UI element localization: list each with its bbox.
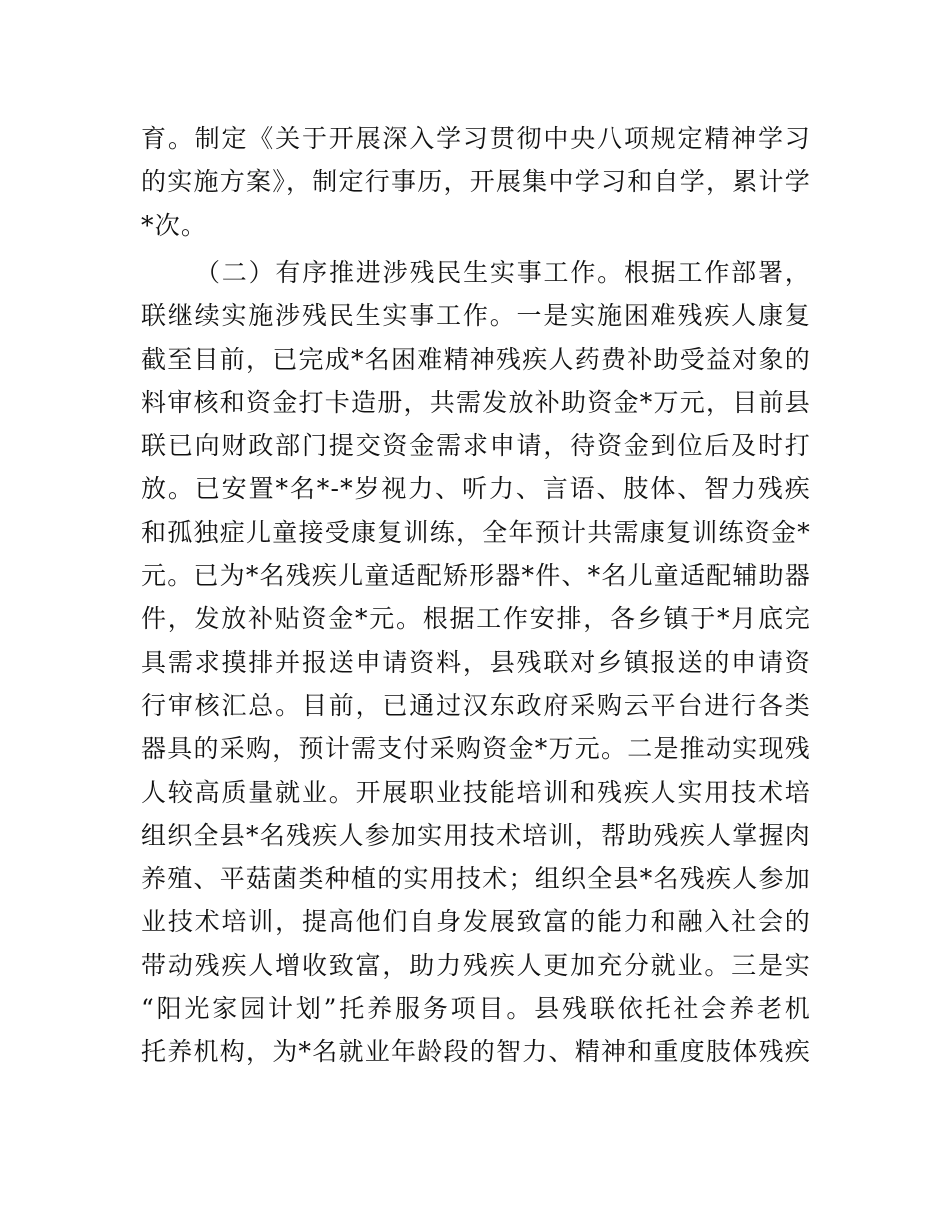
paragraph-1-line-1: 育。制定《关于开展深入学习贯彻中央八项规定精神学习 <box>141 124 811 153</box>
paragraph-2-line-4: 料审核和资金打卡造册，共需发放补助资金*万元，目前县 <box>141 387 811 417</box>
paragraph-2-line-17: 带动残疾人增收致富，助力残疾人更加充分就业。三是实 <box>141 950 811 980</box>
paragraph-2-line-1: （二）有序推进涉残民生实事工作。根据工作部署， <box>195 258 811 287</box>
paragraph-2-line-11: 行审核汇总。目前，已通过汉东政府采购云平台进行各类 <box>141 690 811 720</box>
paragraph-2-line-6: 放。已安置*名*-*岁视力、听力、言语、肢体、智力残疾 <box>141 474 811 504</box>
paragraph-1-line-2: 的实施方案》，制定行事历，开展集中学习和自学，累计学 <box>141 167 811 197</box>
paragraph-2-line-5: 联已向财政部门提交资金需求申请，待资金到位后及时打 <box>141 431 811 461</box>
paragraph-2-line-2: 联继续实施涉残民生实事工作。一是实施困难残疾人康复 <box>141 301 811 331</box>
paragraph-2-line-16: 业技术培训，提高他们自身发展致富的能力和融入社会的 <box>141 907 811 937</box>
paragraph-2-line-18: “阳光家园计划”托养服务项目。县残联依托社会养老机 <box>141 994 811 1024</box>
paragraph-2-line-7: 和孤独症儿童接受康复训练，全年预计共需康复训练资金* <box>141 517 811 547</box>
paragraph-2-line-13: 人较高质量就业。开展职业技能培训和残疾人实用技术培 <box>141 777 811 807</box>
paragraph-2-line-9: 件，发放补贴资金*元。根据工作安排，各乡镇于*月底完 <box>141 604 811 634</box>
paragraph-1-line-3: *次。 <box>141 210 208 240</box>
paragraph-2-line-10: 具需求摸排并报送申请资料，县残联对乡镇报送的申请资 <box>141 647 811 677</box>
paragraph-2-line-8: 元。已为*名残疾儿童适配矫形器*件、*名儿童适配辅助器 <box>141 561 811 591</box>
paragraph-2 <box>141 251 811 1074</box>
paragraph-2-line-19: 托养机构，为*名就业年龄段的智力、精神和重度肢体残疾 <box>141 1037 811 1067</box>
paragraph-2-line-15: 养殖、平菇菌类种植的实用技术；组织全县*名残疾人参加 <box>141 864 811 894</box>
paragraph-2-line-12: 器具的采购，预计需支付采购资金*万元。二是推动实现残 <box>141 734 811 764</box>
paragraph-2-line-14: 组织全县*名残疾人参加实用技术培训，帮助残疾人掌握肉 <box>141 820 811 850</box>
paragraph-2-line-3: 截至目前，已完成*名困难精神残疾人药费补助受益对象的 <box>141 344 811 374</box>
paragraph-1 <box>141 117 811 247</box>
